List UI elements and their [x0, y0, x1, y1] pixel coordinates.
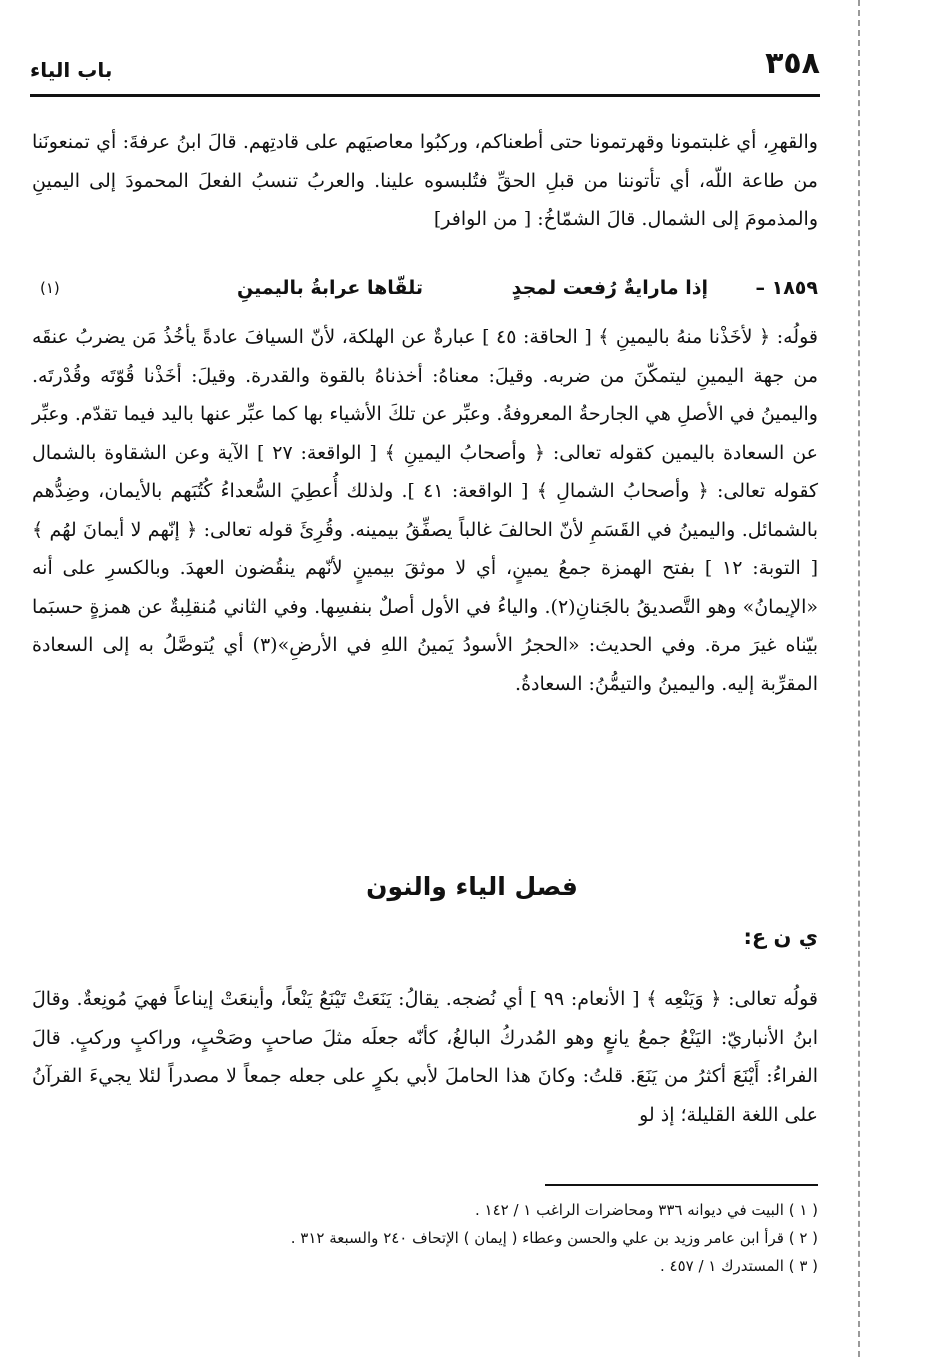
paragraph-3 — [32, 980, 818, 1134]
paragraph-2-text: قولُه: ﴿ لأخَذْنا منهُ باليمينِ ﴾ [ الحاقة: ٤٥ ] عبارةٌ عن الهلكة، لأنّ السيافَ عادةً يأخُذُ مَن يضربُ عنقَه من جهة اليمينِ ليتمكّنَ من ضربه. وقيلَ: معناهُ: أخذناهُ بالقوة والقدرة. وقيلَ: أخَذْنا قُوّتَه وقُدْرتَه. واليمينُ في الأصلِ هي الجارحةُ المعروفةُ. وعبِّر عن تلكَ الأشياء بها كما عبِّر عنها باليد فيما تقدّم. وعبِّر عن السعادة باليمين كقوله تعالى: ﴿ وأصحابُ اليمينِ ﴾ [ الواقعة: ٢٧ ] الآية وعن الشقاوة بالشمال كقوله تعالى: ﴿ وأصحابُ الشمالِ ﴾ [ الواقعة: ٤١ ]. ولذلك أُعطِيَ السُّعداءُ كُتُبَهم بالأيمان، وضِدُّهم بالشمائل. واليمينُ في القَسَمِ لأنّ الحالفَ غالباً يصفِّقُ بيمينه. وقُرِئَ قوله تعالى: ﴿ إنّهم لا أيمانَ لهُم ﴾ [ التوبة: ١٢ ] بفتح الهمزة جمعُ يمينٍ، أي لا موثقَ بيمينٍ لأنّهم ينقُضون العهدَ. وبالكسرِ على أنه «الإيمانُ» وهو التَّصديقُ بالجَنانِ(٢). والياءُ في الأول أصلٌ بنفسِها. وفي الثاني مُنقلِبةٌ عن همزةٍ حسبَما بيّناه غيرَ مرة. وفي الحديث: «الحجرُ الأسودُ يَمينُ اللهِ في الأرضِ»(٣) أي يُتوصَّلُ به إلى السعادة المقرِّبة إليه. واليمينُ والتيمُّنُ: السعادةُ. — [32, 326, 818, 695]
verse-hemistich-second: تلقّاها عرابةُ باليمينِ — [237, 277, 423, 299]
poem-verse — [40, 268, 818, 308]
page-number: ٣٥٨ — [765, 46, 820, 81]
verse-number: ١٨٥٩ – — [755, 277, 818, 299]
page-header — [30, 40, 820, 90]
running-head: باب الياء — [30, 58, 113, 82]
footnote-2: ( ٢ ) قرأ ابن عامر وزيد بن علي والحسن وعطاء ( إيمان ) الإتحاف ٢٤٠ والسبعة ٣١٢ . — [290, 1229, 818, 1247]
footnote-rule — [545, 1184, 818, 1186]
paragraph-1 — [32, 123, 818, 239]
scan-fold-line — [858, 0, 860, 1357]
verse-hemistich-first: إذا مارايةٌ رُفعت لمجدٍ — [511, 277, 708, 299]
footnote-1: ( ١ ) البيت في ديوانه ٣٣٦ ومحاضرات الراغب ١ / ١٤٢ . — [474, 1201, 818, 1219]
footnotes — [40, 1196, 818, 1280]
header-rule — [30, 94, 820, 97]
paragraph-1-text: والقهرِ، أي غلبتمونا وقهرتمونا حتى أطعناكم، وركبُوا معاصيَهم على قادتِهم. قالَ ابنُ عرفةَ: أي تمنعونَنا من طاعة اللّه، أي تأتوننا من قبلِ الحقِّ فتُلبسوه علينا. والعربُ تنسبُ الفعلَ المحمودَ إلى اليمينِ والمذمومَ إلى الشمال. قالَ الشمّاخُ: [ من الوافر] — [32, 131, 818, 230]
paragraph-3-text: قولُه تعالى: ﴿ وَيَنْعِه ﴾ [ الأنعام: ٩٩ ] أي نُضجه. يقالُ: يَنَعَتْ تَيْنَعُ يَنْعاً، وأينعَتْ إيناعاً فهيَ مُونِعةٌ. وقالَ ابنُ الأنباريّ: اليَنْعُ جمعُ يانعٍ وهو المُدركُ البالغُ، كأنّه جعلَه مثلَ صاحبٍ وصَحْبٍ، وراكبٍ وركبٍ. قالَ الفراءُ: أَيْنَعَ أكثرُ من يَنَعَ. قلتُ: وكانَ هذا الحاملَ لأبي بكرٍ على جعله جمعاً لا مصدراً لئلا يجيءَ القرآنُ على اللغة القليلة؛ إذ لو — [32, 988, 818, 1126]
footnote-3: ( ٣ ) المستدرك ١ / ٤٥٧ . — [659, 1257, 818, 1275]
root-heading: ي ن ع: — [743, 925, 818, 949]
paragraph-2 — [32, 318, 818, 703]
verse-footnote-mark: (١) — [40, 279, 60, 297]
section-title: فصل الياء والنون — [366, 872, 578, 901]
